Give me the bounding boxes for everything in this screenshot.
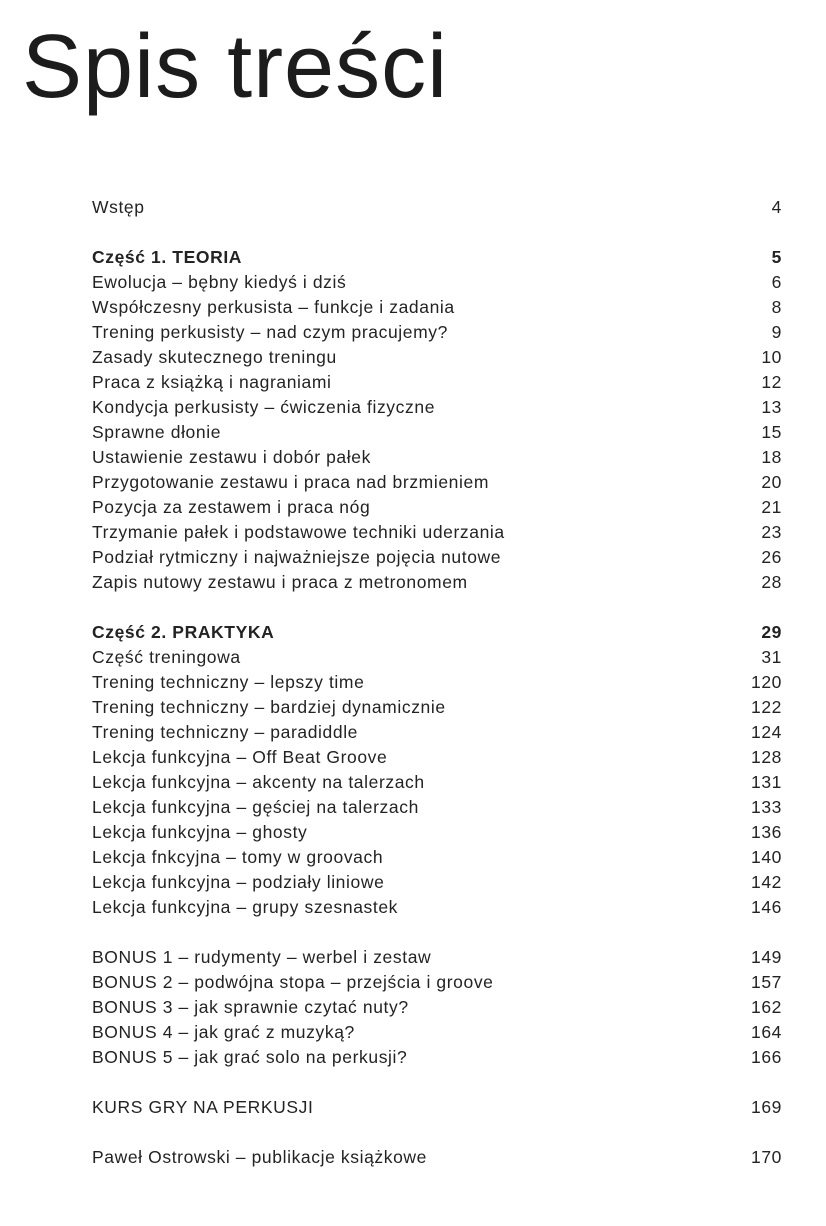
toc-entry-title: Część 1. TEORIA [92,247,243,267]
toc-entry[interactable] [92,970,782,995]
toc-page-number: 26 [761,547,782,567]
toc-entry-title: Trening techniczny – paradiddle [92,722,359,742]
toc-entry[interactable] [92,545,782,570]
toc-entry-title: Wstęp [92,197,145,217]
toc-entry[interactable] [92,945,782,970]
toc-page-number: 149 [751,947,782,967]
toc-entry-title: BONUS 5 – jak grać solo na perkusji? [92,1047,408,1067]
toc-page-number: 20 [761,472,782,492]
toc-entry-title: Trening perkusisty – nad czym pracujemy? [92,322,448,342]
toc-entry-title: Przygotowanie zestawu i praca nad brzmieniem [92,472,489,492]
toc-page-number: 133 [751,797,782,817]
toc-page-number: 8 [771,297,782,317]
section-spacer [92,1120,782,1145]
toc-entry[interactable] [92,445,782,470]
toc-page-number: 13 [761,397,782,417]
toc-entry-title: BONUS 2 – podwójna stopa – przejścia i groove [92,972,494,992]
toc-page-number: 9 [771,322,782,342]
toc-entry[interactable] [92,670,782,695]
toc-entry[interactable] [92,995,782,1020]
toc-entry[interactable] [92,495,782,520]
toc-page-number: 23 [761,522,782,542]
toc-entry[interactable] [92,1045,782,1070]
toc-entry[interactable] [92,695,782,720]
toc-entry[interactable] [92,1145,782,1170]
toc-entry-title: Sprawne dłonie [92,422,222,442]
toc-entry-title: Trening techniczny – lepszy time [92,672,365,692]
toc-page-number: 164 [751,1022,782,1042]
toc-page-number: 146 [751,897,782,917]
toc-section [92,1145,782,1170]
toc-entry-title: Trening techniczny – bardziej dynamicznie [92,697,446,717]
toc-entry-title: Ustawienie zestawu i dobór pałek [92,447,371,467]
toc-section [92,945,782,1070]
toc-page-number: 29 [761,622,782,642]
toc-page-number: 128 [751,747,782,767]
toc-entry-title: Część treningowa [92,647,241,667]
toc-page-number: 31 [761,647,782,667]
toc-entry[interactable] [92,270,782,295]
toc-entry-title: Kondycja perkusisty – ćwiczenia fizyczne [92,397,436,417]
table-of-contents [92,195,782,1170]
toc-entry-title: Paweł Ostrowski – publikacje książkowe [92,1147,428,1167]
section-spacer [92,920,782,945]
toc-entry-title: BONUS 4 – jak grać z muzyką? [92,1022,355,1042]
toc-page-number: 120 [751,672,782,692]
toc-entry-title: Praca z książką i nagraniami [92,372,332,392]
toc-entry[interactable] [92,470,782,495]
toc-page-number: 28 [761,572,782,592]
toc-entry-title: KURS GRY NA PERKUSJI [92,1097,314,1117]
toc-entry[interactable] [92,570,782,595]
toc-entry-title: Podział rytmiczny i najważniejsze pojęcia nutowe [92,547,502,567]
toc-part-heading[interactable] [92,245,782,270]
toc-entry-title: Lekcja funkcyjna – gęściej na talerzach [92,797,419,817]
toc-page-number: 12 [761,372,782,392]
toc-section [92,1095,782,1120]
section-spacer [92,595,782,620]
toc-entry[interactable] [92,795,782,820]
toc-page-number: 136 [751,822,782,842]
toc-entry-title: Pozycja za zestawem i praca nóg [92,497,371,517]
toc-section [92,620,782,920]
toc-entry-title: Ewolucja – bębny kiedyś i dziś [92,272,347,292]
toc-page-number: 5 [771,247,782,267]
toc-entry[interactable] [92,195,782,220]
toc-entry[interactable] [92,820,782,845]
toc-entry[interactable] [92,370,782,395]
toc-page-number: 169 [751,1097,782,1117]
toc-entry[interactable] [92,845,782,870]
toc-entry-title: Lekcja funkcyjna – grupy szesnastek [92,897,399,917]
toc-entry[interactable] [92,345,782,370]
toc-section [92,245,782,595]
toc-entry[interactable] [92,520,782,545]
toc-page-number: 142 [751,872,782,892]
toc-entry[interactable] [92,895,782,920]
toc-entry-title: Zasady skutecznego treningu [92,347,337,367]
toc-page-number: 131 [751,772,782,792]
toc-page-number: 18 [761,447,782,467]
toc-page-number: 157 [751,972,782,992]
toc-page-number: 6 [771,272,782,292]
toc-entry-title: BONUS 3 – jak sprawnie czytać nuty? [92,997,409,1017]
toc-entry[interactable] [92,1095,782,1120]
toc-entry[interactable] [92,745,782,770]
toc-page-number: 170 [751,1147,782,1167]
toc-section [92,195,782,220]
toc-page-number: 21 [761,497,782,517]
toc-entry-title: Współczesny perkusista – funkcje i zadania [92,297,455,317]
toc-entry[interactable] [92,770,782,795]
toc-entry[interactable] [92,1020,782,1045]
section-spacer [92,220,782,245]
toc-page-number: 162 [751,997,782,1017]
toc-entry[interactable] [92,870,782,895]
toc-entry[interactable] [92,395,782,420]
toc-entry[interactable] [92,645,782,670]
toc-page-number: 140 [751,847,782,867]
toc-part-heading[interactable] [92,620,782,645]
toc-entry[interactable] [92,295,782,320]
toc-page-number: 122 [751,697,782,717]
toc-page-number: 166 [751,1047,782,1067]
toc-page-number: 15 [761,422,782,442]
toc-entry-title: Lekcja funkcyjna – akcenty na talerzach [92,772,425,792]
toc-entry-title: Trzymanie pałek i podstawowe techniki uderzania [92,522,505,542]
toc-entry-title: Lekcja funkcyjna – ghosty [92,822,308,842]
page-title: Spis treści [22,17,449,117]
toc-entry-title: Lekcja funkcyjna – Off Beat Groove [92,747,388,767]
toc-entry-title: BONUS 1 – rudymenty – werbel i zestaw [92,947,432,967]
toc-page-number: 4 [771,197,782,217]
toc-entry[interactable] [92,320,782,345]
toc-entry-title: Lekcja fnkcyjna – tomy w groovach [92,847,384,867]
toc-page-number: 124 [751,722,782,742]
toc-entry[interactable] [92,420,782,445]
toc-entry-title: Zapis nutowy zestawu i praca z metronomem [92,572,468,592]
section-spacer [92,1070,782,1095]
toc-entry-title: Lekcja funkcyjna – podziały liniowe [92,872,385,892]
toc-entry[interactable] [92,720,782,745]
toc-entry-title: Część 2. PRAKTYKA [92,622,275,642]
toc-page-number: 10 [761,347,782,367]
